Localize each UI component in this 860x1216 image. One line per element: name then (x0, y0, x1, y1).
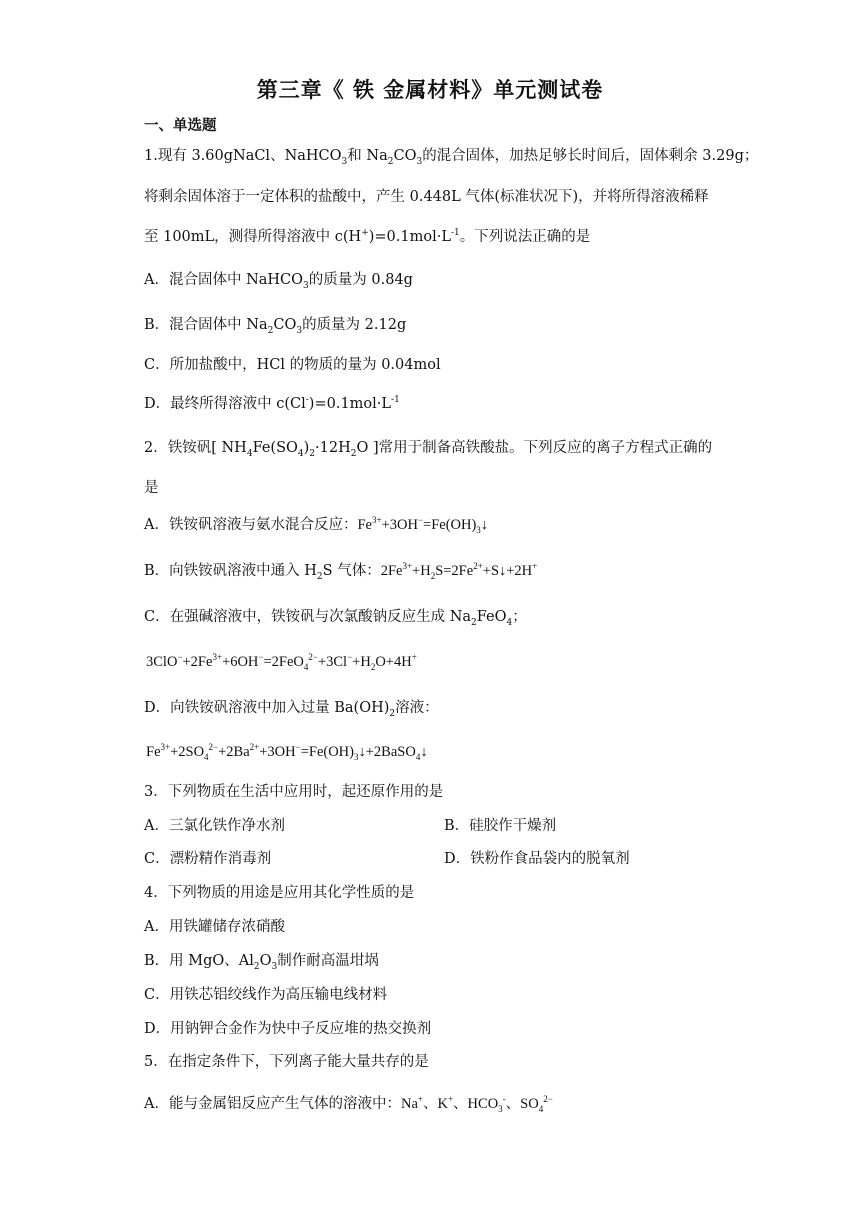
q1-option-a[interactable]: A．混合固体中 NaHCO$_3$的质量为 0.84g (144, 272, 413, 291)
formula: $HCO_3^-$ (467, 1094, 506, 1114)
q3-option-c[interactable]: C．漂粉精作消毒剂 (144, 851, 272, 867)
q2-option-c-equation: $3ClO^-+2Fe^{3+}+6OH^-=2FeO_4^{2-}+3Cl^-+H_2O+4H^+$ (146, 652, 417, 672)
q4-option-c[interactable]: C．用铁芯铝绞线作为高压输电线材料 (144, 987, 388, 1003)
q2-option-d-equation: $Fe^{3+}+2SO_4^{2-}+2Ba^{2+}+3OH^-=Fe(OH)_3↓+2BaSO_4↓$ (146, 742, 428, 762)
q1-option-c[interactable]: C．所加盐酸中，HCl 的物质的量为 0.04mol (144, 357, 441, 373)
q4-stem: 4．下列物质的用途是应用其化学性质的是 (144, 885, 415, 901)
q4-option-b[interactable]: B．用 MgO、$Al_2O_3$制作耐高温坩埚 (144, 953, 379, 972)
formula: $2Fe^{3+}+H_2S=2Fe^{2+}+S↓+2H^+$ (380, 561, 538, 581)
formula: $SO_4^{2-}$ (520, 1094, 553, 1114)
q1-line3: 至 100mL，测得所得溶液中 $c(H^+)=0.1mol\cdot L^{-1}$。下列说法正确的是 (144, 228, 591, 245)
q1-line1: 1.现有 3.60gNaCl、NaHCO$_3$和 $Na_2CO_3$的混合固体，加热足够长时间后，固体剩余 3.29g； (144, 148, 759, 167)
q1-option-b[interactable]: B．混合固体中 $Na_2CO_3$的质量为 2.12g (144, 317, 407, 336)
formula: Na+ (400, 1094, 423, 1112)
section-heading: 一、单选题 (144, 117, 217, 134)
q3-option-a[interactable]: A．三氯化铁作净水剂 (144, 818, 285, 834)
q2-option-a[interactable]: A．铁铵矾溶液与氨水混合反应：$Fe^{3+}+3OH^-=Fe(OH)_3↓$ (144, 515, 489, 535)
q2-option-b[interactable]: B．向铁铵矾溶液中通入 $H_2S$ 气体：$2Fe^{3+}+H_2S=2Fe^{2+}+S↓+2H^+$ (144, 561, 538, 582)
q1-option-d[interactable]: D．最终所得溶液中 $c(Cl^-)=0.1mol\cdot L^{-1}$ (144, 395, 400, 412)
q3-option-d[interactable]: D．铁粉作食品袋内的脱氧剂 (444, 851, 630, 867)
q3-stem: 3．下列物质在生活中应用时，起还原作用的是 (144, 784, 444, 800)
q4-option-a[interactable]: A．用铁罐储存浓硝酸 (144, 919, 285, 935)
q2-line1: 2．铁铵矾[ $NH_4Fe(SO_4)_2\cdot 12H_2O$ ]常用于制备高铁酸盐。下列反应的离子方程式正确的 (144, 440, 713, 459)
q2-option-d[interactable]: D．向铁铵矾溶液中加入过量 $Ba(OH)_2$溶液： (144, 700, 439, 719)
formula: $Fe^{3+}+3OH^-=Fe(OH)_3↓$ (357, 515, 489, 535)
page-title: 第三章《 铁 金属材料》单元测试卷 (256, 77, 604, 102)
q1-line2: 将剩余固体溶于一定体积的盐酸中，产生 0.448L 气体(标准状况下)，并将所得溶液稀释 (144, 189, 709, 205)
q5-stem: 5．在指定条件下，下列离子能大量共存的是 (144, 1054, 429, 1070)
formula: K+ (437, 1094, 454, 1112)
q3-option-b[interactable]: B．硅胶作干燥剂 (444, 818, 557, 834)
q4-option-d[interactable]: D．用钠钾合金作为快中子反应堆的热交换剂 (144, 1021, 432, 1037)
q5-option-a[interactable]: A．能与金属铝反应产生气体的溶液中：Na+、K+、$HCO_3^-$、$SO_4^{2-}$ (144, 1094, 553, 1114)
q2-option-c[interactable]: C．在强碱溶液中，铁铵矾与次氯酸钠反应生成 $Na_2FeO_4$； (144, 609, 527, 628)
q2-line2: 是 (144, 480, 159, 496)
